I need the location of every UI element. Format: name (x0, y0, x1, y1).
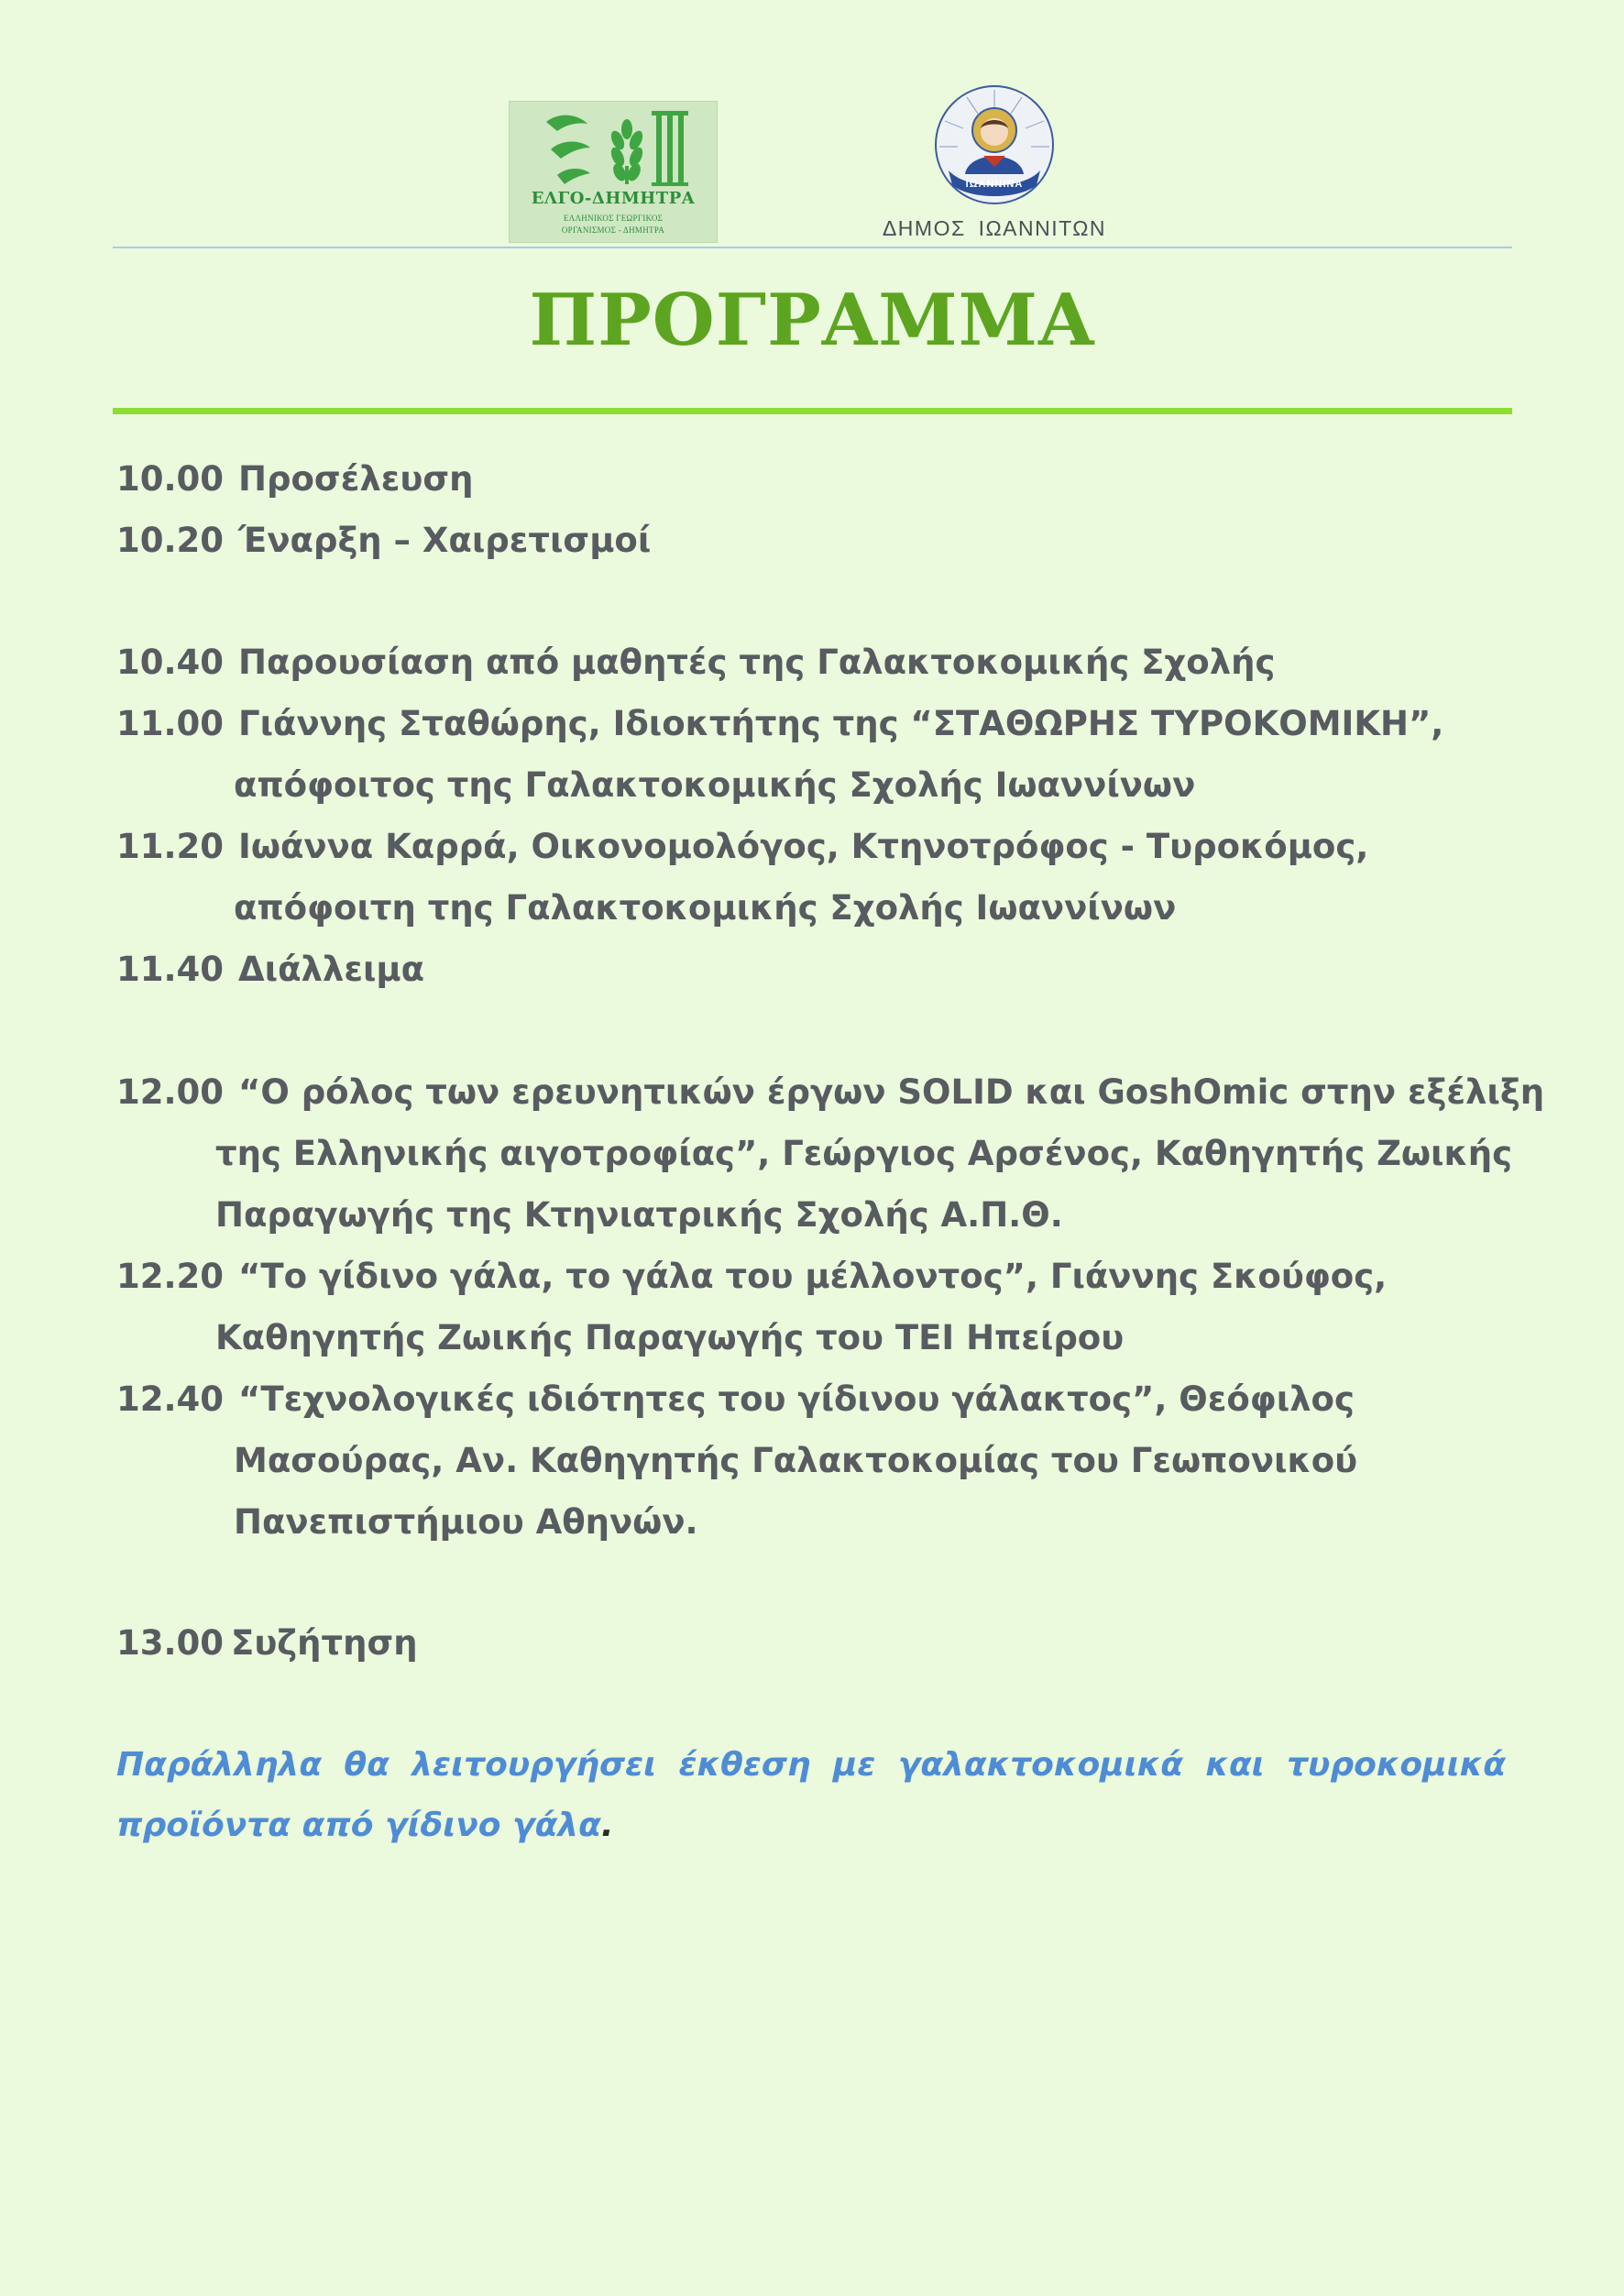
schedule-item (116, 640, 1275, 686)
seal-text: ΙΩΑΝΝΙΝΑ (965, 179, 1024, 190)
exhibition-note-period: . (600, 1807, 614, 1844)
dimos-ioanniton-seal (930, 82, 1059, 211)
schedule-time: 10.40 (116, 643, 225, 682)
schedule-text-continuation: της Ελληνικής αιγοτροφίας”, Γεώργιος Αρσένος, Καθηγητής Ζωικής (215, 1134, 1513, 1173)
schedule-text: Παρουσίαση από μαθητές της Γαλακτοκομικής Σχολής (238, 643, 1276, 682)
schedule-text: Προσέλευση (238, 459, 474, 499)
schedule-text-continuation: Πανεπιστήμιου Αθηνών. (234, 1502, 698, 1542)
dimos-ioanniton-caption: ΔΗΜΟΣ ΙΩΑΝΝΙΤΩΝ (882, 216, 1107, 240)
exhibition-note (116, 1735, 1506, 1856)
schedule-time: 11.20 (116, 827, 225, 866)
schedule-time: 11.40 (116, 950, 225, 989)
elgo-logo-subtitle: ΕΛΛΗΝΙΚΟΣ ΓΕΩΡΓΙΚΟΣ (563, 214, 664, 223)
schedule-text: Γιάννης Σταθώρης, Ιδιοκτήτης της “ΣΤΑΘΩΡΗΣ ΤΥΡΟΚΟΜΙΚΗ”, (238, 704, 1444, 743)
schedule-time: 10.20 (116, 521, 225, 560)
schedule-item (116, 701, 1443, 747)
schedule-item (116, 824, 1368, 870)
schedule-text: Έναρξη – Χαιρετισμοί (238, 521, 652, 560)
header-divider (113, 247, 1512, 248)
schedule-item (116, 1377, 1355, 1423)
schedule-text: Διάλλειμα (238, 950, 425, 989)
exhibition-note-text: Παράλληλα θα λειτουργήσει έκθεση με γαλακτοκομικά και τυροκομικά προϊόντα από γίδινο γάλα (116, 1746, 1506, 1844)
schedule-text-continuation: απόφοιτη της Γαλακτοκομικής Σχολής Ιωαννίνων (234, 888, 1177, 928)
elgo-dimitra-logo (509, 101, 718, 243)
schedule-text: Ιωάννα Καρρά, Οικονομολόγος, Κτηνοτρόφος - Τυροκόμος, (238, 827, 1369, 866)
schedule-text: “Το γίδινο γάλα, το γάλα του μέλλοντος”, Γιάννης Σκούφος, (238, 1257, 1388, 1296)
schedule-text: “Ο ρόλος των ερευνητικών έργων SOLID και GoshOmic στην εξέλιξη (238, 1072, 1545, 1112)
page-title: ΠΡΟΓΡΑΜΜΑ (529, 279, 1095, 362)
schedule-text-continuation: Παραγωγής της Κτηνιατρικής Σχολής Α.Π.Θ. (215, 1195, 1063, 1235)
schedule-text-continuation: Μασούρας, Αν. Καθηγητής Γαλακτοκομίας του Γεωπονικού (234, 1441, 1358, 1480)
schedule-text-continuation: Καθηγητής Ζωικής Παραγωγής του ΤΕΙ Ηπείρου (215, 1318, 1125, 1357)
schedule-item (116, 947, 424, 993)
schedule-time: 12.40 (116, 1379, 225, 1419)
schedule-text-continuation: απόφοιτος της Γαλακτοκομικής Σχολής Ιωαννίνων (234, 765, 1196, 805)
schedule-item (116, 1070, 1544, 1115)
schedule-time: 10.00 (116, 459, 225, 499)
schedule-item (116, 1254, 1387, 1300)
schedule-text: Συζήτηση (231, 1623, 418, 1663)
schedule-time: 12.00 (116, 1072, 225, 1112)
saint-seal-icon (930, 82, 1059, 211)
elgo-logo-name: ΕΛΓΟ-ΔΗΜΗΤΡΑ (531, 189, 696, 208)
title-underline (113, 408, 1512, 414)
schedule-item (116, 1620, 418, 1666)
schedule-text: “Τεχνολογικές ιδιότητες του γίδινου γάλακτος”, Θεόφιλος (238, 1379, 1355, 1419)
schedule-time: 13.00 (116, 1623, 225, 1663)
schedule-time: 12.20 (116, 1257, 225, 1296)
schedule-item (116, 518, 651, 564)
elgo-logo-subtitle: ΟΡΓΑΝΙΣΜΟΣ - ΔΗΜΗΤΡΑ (561, 225, 665, 235)
schedule-time: 11.00 (116, 704, 225, 743)
schedule-item (116, 456, 473, 502)
